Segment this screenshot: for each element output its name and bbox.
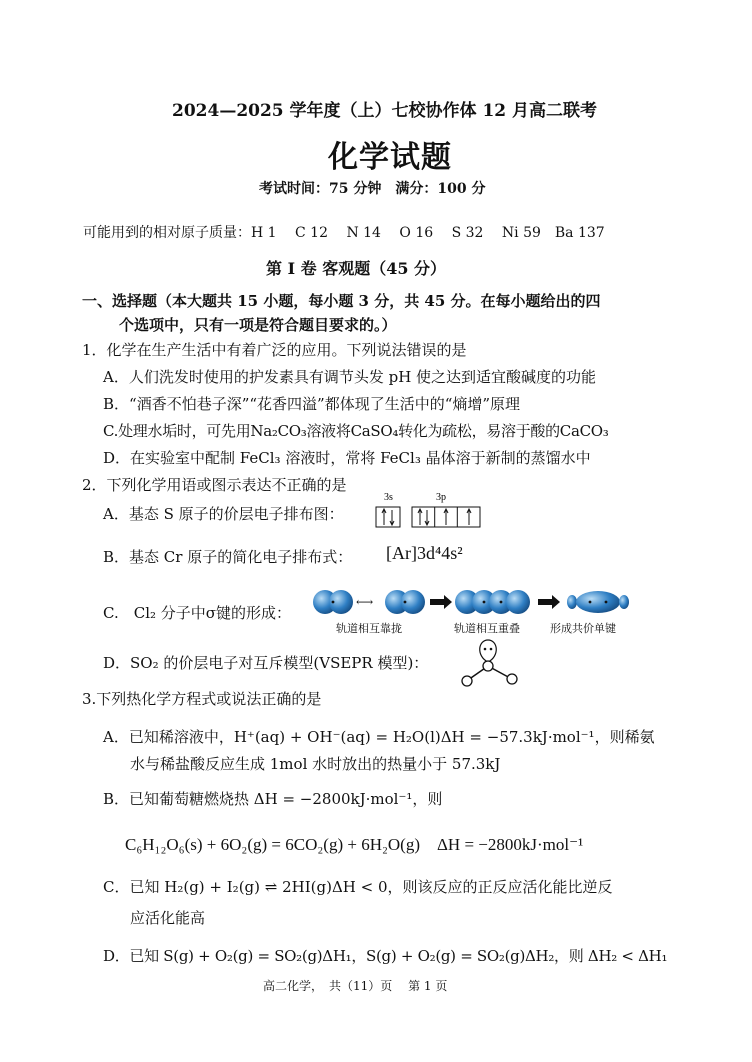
q3-option-c-line2: 应活化能高 (130, 909, 206, 927)
q1-stem: 1．化学在生产生活中有着广泛的应用。下列说法错误的是 (82, 341, 467, 359)
q1-option-a: A．人们洗发时使用的护发素具有调节头发 pH 使之达到适宜酸碱度的功能 (103, 368, 597, 386)
q2-option-d: D．SO₂ 的价层电子对互斥模型(VSEPR 模型)： (103, 654, 429, 672)
q3-option-c-line1: C．已知 H₂(g) + I₂(g) ⇌ 2HI(g)ΔH < 0，则该反应的正反应活化能比逆反 (103, 878, 613, 896)
q2-option-c: C. Cl₂ 分子中σ键的形成： (103, 604, 292, 622)
orbital-diagram (370, 490, 490, 532)
q3-option-d: D．已知 S(g) + O₂(g) = SO₂(g)ΔH₁，S(g) + O₂(g) = SO₂(g)ΔH₂，则 ΔH₂ < ΔH₁ (103, 947, 668, 965)
cr-electron-config: [Ar]3d⁴4s² (386, 543, 463, 563)
part1-heading-line2: 个选项中，只有一项是符合题目要求的。） (119, 316, 397, 334)
sigma-bond-diagram (310, 580, 640, 640)
q2-option-b: B．基态 Cr 原子的简化电子排布式： (103, 548, 353, 566)
exam-title: 2024—2025 学年度（上）七校协作体 12 月高二联考 (172, 101, 598, 121)
label-single-bond: 形成共价单键 (550, 623, 616, 635)
q3-stem: 3.下列热化学方程式或说法正确的是 (82, 690, 322, 708)
atomic-masses: 可能用到的相对原子质量：H 1 C 12 N 14 O 16 S 32 Ni 59 Ba 137 (83, 225, 605, 241)
q1-option-b: B．“酒香不怕巷子深”“花香四溢”都体现了生活中的“熵增”原理 (103, 395, 521, 413)
label-approach: 轨道相互靠拢 (336, 623, 402, 635)
subject-title: 化学试题 (328, 140, 452, 175)
q3-option-a-line2: 水与稀盐酸反应生成 1mol 水时放出的热量小于 57.3kJ (130, 755, 501, 773)
q1-option-d: D．在实验室中配制 FeCl₃ 溶液时，常将 FeCl₃ 晶体溶于新制的蒸馏水中 (103, 449, 591, 467)
q3-option-a-line1: A．已知稀溶液中，H⁺(aq) + OH⁻(aq) = H₂O(l)ΔH = −57.3kJ·mol⁻¹，则稀氨 (103, 728, 655, 746)
svg-text:⟷: ⟷ (356, 595, 374, 609)
orbital-3p-label: 3p (436, 492, 446, 503)
orbital-3s-label: 3s (384, 492, 393, 503)
q2-option-a: A．基态 S 原子的价层电子排布图： (103, 505, 344, 523)
q2-stem: 2．下列化学用语或图示表达不正确的是 (82, 476, 347, 494)
glucose-combustion-equation: C₆H₁₂O₆(s) + 6O₂(g) = 6CO₂(g) + 6H₂O(g) ΔH = −2800kJ·mol⁻¹ (125, 835, 584, 854)
exam-time-info: 考试时间：75 分钟 满分：100 分 (259, 181, 486, 197)
label-overlap: 轨道相互重叠 (454, 623, 520, 635)
vsepr-model-diagram (456, 636, 526, 690)
q3-option-b-line1: B．已知葡萄糖燃烧热 ΔH = −2800kJ·mol⁻¹，则 (103, 790, 443, 808)
q1-option-c: C.处理水垢时，可先用Na₂CO₃溶液将CaSO₄转化为疏松，易溶于酸的CaCO₃ (103, 422, 609, 440)
section-title: 第 I 卷 客观题（45 分） (266, 259, 447, 278)
page-footer: 高二化学， 共（11）页 第 1 页 (263, 979, 448, 993)
part1-heading-line1: 一、选择题（本大题共 15 小题，每小题 3 分，共 45 分。在每小题给出的四 (82, 292, 601, 310)
